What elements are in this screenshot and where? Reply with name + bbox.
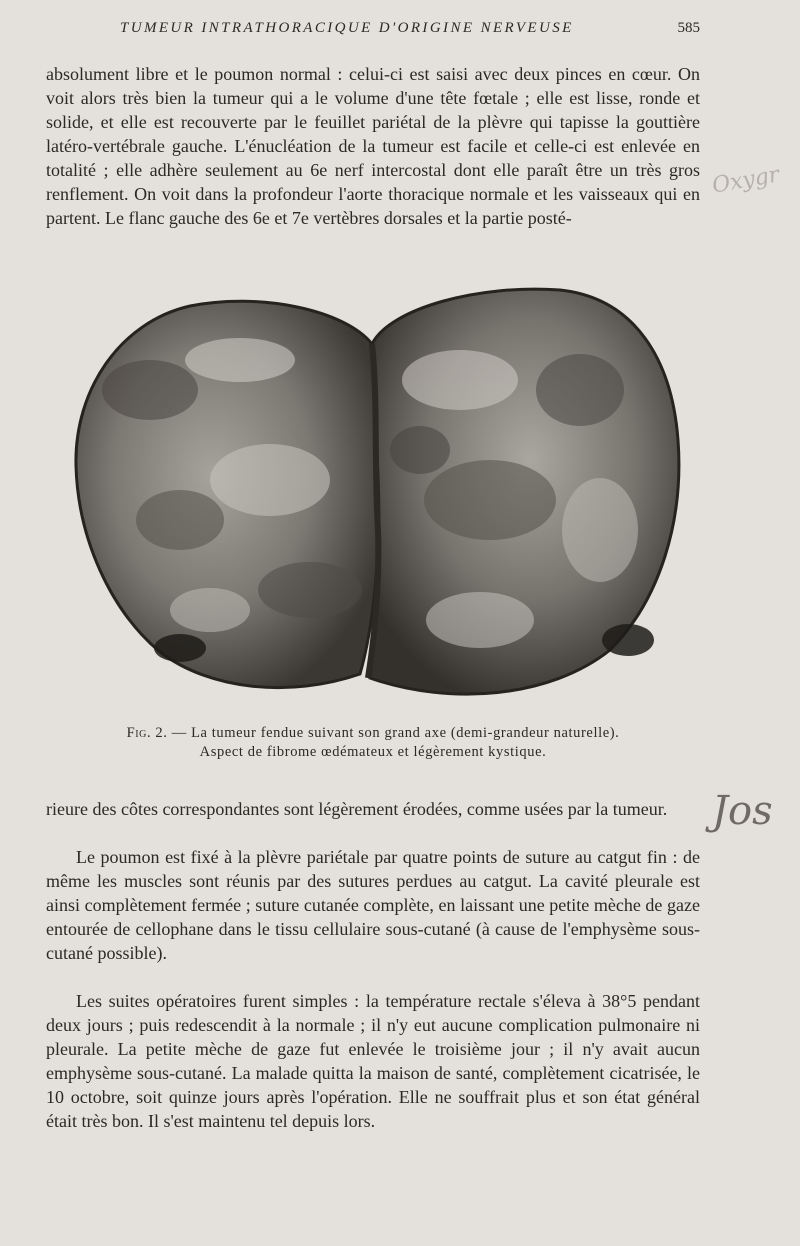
caption-text-1: — La tumeur fendue suivant son grand axe (demi-grandeur naturelle). xyxy=(171,725,620,741)
caption-line-2: Aspect de fibrome œdémateux et légèrement kystique. xyxy=(199,744,547,760)
paragraph-2: rieure des côtes correspondantes sont légèrement érodées, comme usées par la tumeur. xyxy=(46,799,668,819)
cyst-left xyxy=(154,634,206,662)
figure-caption xyxy=(46,724,700,762)
paragraph-3: Le poumon est fixé à la plèvre pariétale par quatre points de suture au catgut fin : de même les muscles sont réunis par des sutures perdues au catgut. La cavité pleurale est ainsi complètement fermée ; suture cutanée complète, en laissant une petite mèche de gaze entourée de cellophane dans le tissu cellulaire sous-cutané (à cause de l'emphysème sous-cutané possible). xyxy=(46,847,700,963)
margin-note-handwritten-2: Jos xyxy=(712,788,773,834)
running-head xyxy=(46,20,700,44)
page-number: 585 xyxy=(677,20,700,36)
margin-note-handwritten-1: Oxygr xyxy=(710,162,782,199)
paragraph-4: Les suites opératoires furent simples : la température rectale s'éleva à 38°5 pendant deux jours ; puis redescendit à la normale ; il n'y eut aucune complication pulmonaire ni pleurale. La petite mèche de gaze fut enlevée le troisième jour ; il n'y avait aucun emphysème sous-cutané. La malade quitta la maison de santé, complètement cicatrisée, le 10 octobre, soit quinze jours après l'opération. Elle ne souffrait plus et son état général était très bon. Il s'est maintenu tel depuis lors. xyxy=(46,991,700,1131)
paragraph-1: absolument libre et le poumon normal : celui-ci est saisi avec deux pinces en cœur. On voit alors très bien la tumeur qui a le volume d'une tête fœtale ; elle est lisse, ronde et solide, et elle est recouverte par le feuillet pariétal de la plèvre qui tapisse la gouttière latéro-vertébrale gauche. L'énucléation de la tumeur est facile et celle-ci est enlevée en totalité ; elle adhère seulement au 6e nerf intercostal dont elle paraît être un très gros renflement. On voit dans la profondeur l'aorte thoracique normale et les vaisseaux qui en partent. Le flanc gauche des 6e et 7e vertèbres dorsales et la partie posté- xyxy=(46,64,700,228)
tumor-photograph xyxy=(60,270,700,710)
tumor-image xyxy=(60,270,700,710)
figure-label: Fig. 2. xyxy=(126,725,168,741)
caption-line-1 xyxy=(46,724,700,743)
running-title: TUMEUR INTRATHORACIQUE D'ORIGINE NERVEUSE xyxy=(120,20,574,36)
cyst-right xyxy=(602,624,654,656)
